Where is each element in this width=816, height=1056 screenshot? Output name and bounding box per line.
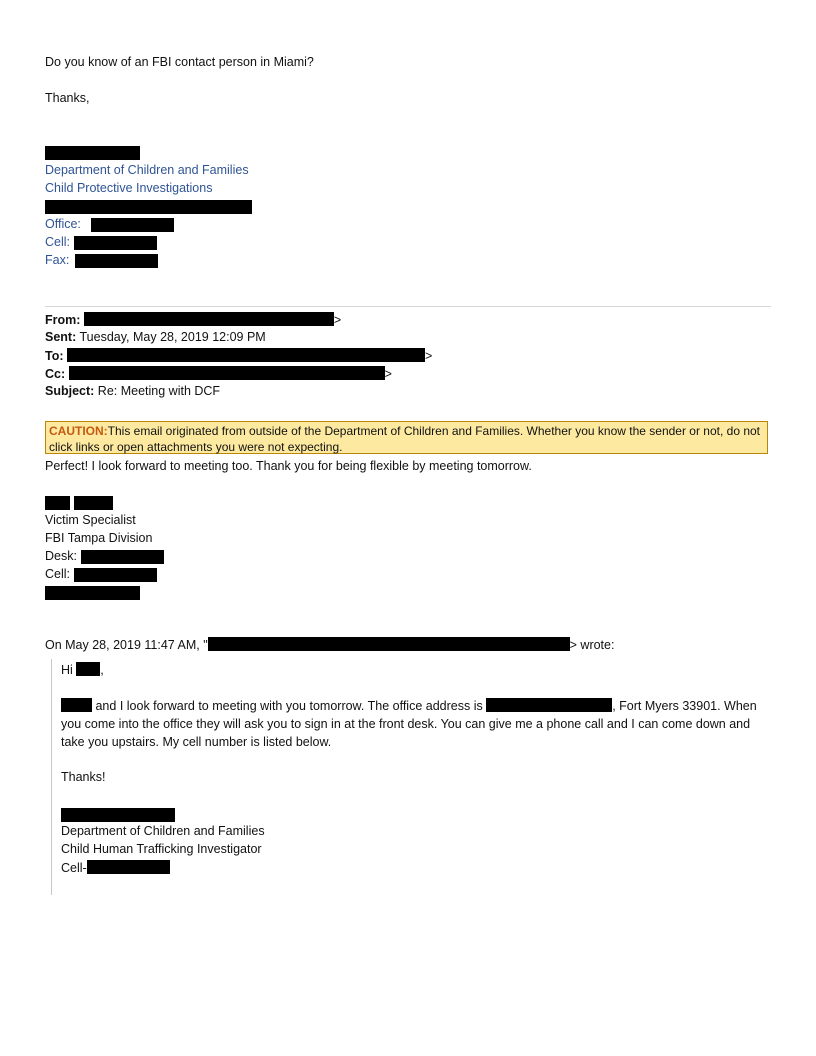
quoted-intro-prefix: On May 28, 2019 11:47 AM, " xyxy=(45,638,208,652)
signature-unit: Child Protective Investigations xyxy=(45,181,213,195)
intro-question: Do you know of an FBI contact person in Miami? xyxy=(45,55,314,69)
to-label: To: xyxy=(45,349,64,363)
cc-label: Cc: xyxy=(45,367,66,381)
redaction-sender-name xyxy=(45,146,140,160)
redaction-reply-extra xyxy=(45,586,140,600)
header-to xyxy=(45,348,432,364)
quoted-paragraph xyxy=(61,697,773,751)
reply-desk-label: Desk: xyxy=(45,549,77,563)
greeting-suffix: , xyxy=(100,663,104,677)
redaction-quoted-sender xyxy=(208,637,570,651)
caution-banner xyxy=(45,421,768,454)
redaction-fax-number xyxy=(75,254,158,268)
signature-org: Department of Children and Families xyxy=(45,163,249,177)
redaction-quoted-cell-number xyxy=(87,860,170,874)
signature-office-label: Office: xyxy=(45,217,81,231)
quoted-intro xyxy=(45,637,614,653)
para-part1: and I look forward to meeting with you tomorrow. The office address is xyxy=(95,699,483,713)
redaction-signature-line xyxy=(45,200,252,214)
quote-bar xyxy=(51,659,52,895)
redaction-quoted-name xyxy=(61,808,175,822)
quoted-cell-label: Cell- xyxy=(61,861,87,875)
quoted-title: Child Human Trafficking Investigator xyxy=(61,842,262,856)
quoted-greeting xyxy=(61,662,104,678)
quoted-org: Department of Children and Families xyxy=(61,824,265,838)
redaction-from-address xyxy=(84,312,334,326)
cc-suffix: > xyxy=(384,367,392,381)
quoted-intro-suffix: > wrote: xyxy=(569,638,615,652)
header-sent xyxy=(45,330,266,345)
redaction-para-name xyxy=(61,698,92,712)
reply-cell-label: Cell: xyxy=(45,567,71,581)
greeting-prefix: Hi xyxy=(61,663,73,677)
redaction-office-address xyxy=(486,698,612,712)
redaction-reply-last-name xyxy=(74,496,113,510)
reply-body: Perfect! I look forward to meeting too. Thank you for being flexible by meeting tomorrow. xyxy=(45,459,532,473)
header-cc xyxy=(45,366,392,382)
redaction-to-address xyxy=(67,348,425,362)
signature-fax-label: Fax: xyxy=(45,253,70,267)
redaction-cell-number xyxy=(74,236,157,250)
header-subject xyxy=(45,384,220,399)
para-part2: , Fort Myers 33901. When you come into the office they will ask you to sign in at the front desk. You can give me a phone call and I can come down and take you upstairs. My cell number is listed below. xyxy=(61,699,757,749)
redaction-greeting-name xyxy=(76,662,100,676)
subject-value: Re: Meeting with DCF xyxy=(97,384,221,398)
header-from xyxy=(45,312,341,328)
redaction-reply-cell-number xyxy=(74,568,157,582)
redaction-reply-first-name xyxy=(45,496,70,510)
caution-label: CAUTION: xyxy=(49,424,108,438)
sent-value: Tuesday, May 28, 2019 12:09 PM xyxy=(79,330,266,344)
signature-cell-label: Cell: xyxy=(45,235,71,249)
redaction-cc-address xyxy=(69,366,385,380)
caution-text: This email originated from outside of the Department of Children and Families. Whether you know the sender or not, do not click links or open attachments you were not expecting. xyxy=(49,424,761,454)
redaction-office-number xyxy=(91,218,174,232)
subject-label: Subject: xyxy=(45,384,95,398)
to-suffix: > xyxy=(425,349,433,363)
intro-thanks: Thanks, xyxy=(45,91,90,105)
redaction-desk-number xyxy=(81,550,164,564)
reply-division: FBI Tampa Division xyxy=(45,531,153,545)
sent-label: Sent: xyxy=(45,330,77,344)
from-label: From: xyxy=(45,313,81,327)
quoted-thanks: Thanks! xyxy=(61,770,106,784)
reply-title: Victim Specialist xyxy=(45,513,136,527)
header-divider xyxy=(45,306,771,307)
quoted-cell xyxy=(61,860,170,876)
from-suffix: > xyxy=(333,313,342,327)
